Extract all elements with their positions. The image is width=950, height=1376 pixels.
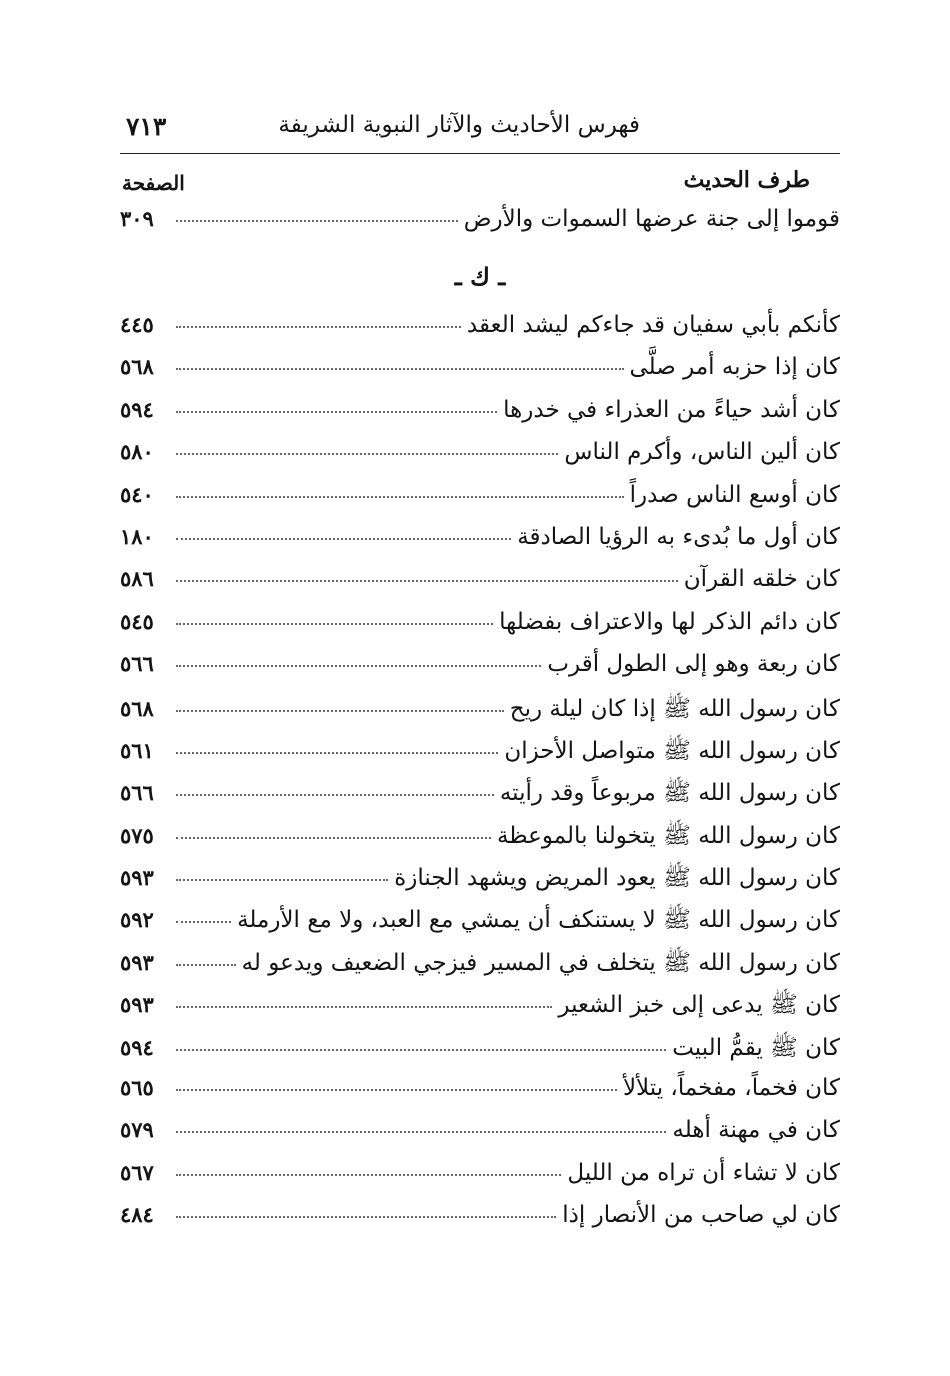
entry-text: كان رسول الله ﷺ لا يستنكف أن يمشي مع العبد، ولا مع الأرملة	[237, 907, 840, 934]
entry-page-number: ٤٤٥	[120, 312, 154, 337]
dot-leader	[176, 1089, 617, 1091]
index-entry	[120, 206, 840, 248]
index-entry	[120, 778, 840, 820]
index-entry	[120, 905, 840, 947]
entry-text: كان دائم الذكر لها والاعتراف بفضلها	[499, 608, 840, 635]
dot-leader	[176, 752, 498, 754]
dot-leader	[176, 326, 461, 328]
dot-leader	[176, 964, 236, 966]
dot-leader	[176, 1216, 556, 1218]
dot-leader	[176, 921, 231, 923]
entry-page-number: ٥٦٨	[120, 695, 154, 721]
dot-leader	[176, 453, 558, 455]
entry-text: كان لي صاحب من الأنصار إذا	[562, 1202, 840, 1229]
header-rule	[120, 153, 840, 154]
entry-text: كان إذا حزبه أمر صلَّى	[629, 354, 840, 381]
entry-text: كان رسول الله ﷺ إذا كان ليلة ريح	[509, 695, 840, 722]
entry-page-number: ٥٨٦	[120, 566, 154, 592]
page-number: ٧١٣	[126, 112, 167, 141]
column-header-page: الصفحة	[122, 171, 185, 195]
dot-leader	[176, 496, 624, 498]
index-entry	[120, 736, 840, 778]
entry-page-number: ٥٦١	[120, 737, 154, 763]
index-entry	[120, 863, 840, 905]
entry-text: قوموا إلى جنة عرضها السموات والأرض	[463, 206, 840, 232]
index-entry	[120, 566, 840, 608]
dot-leader	[176, 580, 678, 582]
entry-page-number: ٥٦٥	[120, 1075, 154, 1101]
entry-page-number: ٥٩٤	[120, 1034, 154, 1060]
entry-text: كان ربعة وهو إلى الطول أقرب	[547, 651, 840, 678]
dot-leader	[176, 1006, 552, 1008]
entry-text: كان رسول الله ﷺ متواصل الأحزان	[504, 737, 840, 764]
column-headers	[120, 165, 840, 201]
index-entry	[120, 1033, 840, 1075]
section-letter-heading: ـ ك ـ	[454, 262, 506, 291]
entry-text: كان لا تشاء أن تراه من الليل	[567, 1159, 840, 1186]
entry-page-number: ٥٦٦	[120, 651, 154, 677]
dot-leader	[176, 1049, 666, 1051]
entry-page-number: ٥٦٨	[120, 354, 154, 380]
index-entry	[120, 1075, 840, 1117]
dot-leader	[176, 837, 491, 839]
entry-text: كأنكم بأبي سفيان قد جاءكم ليشد العقد	[466, 312, 840, 338]
entry-text: كان أول ما بُدىء به الرؤيا الصادقة	[517, 523, 840, 550]
entry-page-number: ١٨٠	[120, 523, 154, 549]
column-header-hadith: طرف الحديث	[683, 167, 810, 193]
index-entry	[120, 694, 840, 736]
entry-page-number: ٥٤٥	[120, 608, 154, 634]
entry-page-number: ٥٩٣	[120, 865, 154, 891]
index-entry	[120, 482, 840, 524]
entry-page-number: ٥٧٥	[120, 822, 154, 848]
entry-page-number: ٥٩٤	[120, 396, 154, 422]
entry-text: كان رسول الله ﷺ مربوعاً وقد رأيته	[499, 780, 840, 807]
entry-page-number: ٥٩٢	[120, 907, 154, 933]
dot-leader	[176, 794, 494, 796]
dot-leader	[176, 538, 511, 540]
entry-text: كان ﷺ يقمُّ البيت	[672, 1034, 840, 1061]
entry-text: كان رسول الله ﷺ يتخلف في المسير فيزجي الضعيف ويدعو له	[241, 949, 840, 976]
entry-text: كان فخماً، مفخماً، يتلألأ	[622, 1075, 840, 1102]
entry-page-number: ٥٧٩	[120, 1117, 154, 1143]
entry-page-number: ٣٠٩	[120, 206, 154, 231]
dot-leader	[176, 368, 624, 370]
entry-text: كان أشد حياءً من العذراء في خدرها	[503, 396, 840, 423]
entry-page-number: ٥٦٦	[120, 780, 154, 806]
running-head	[120, 108, 840, 148]
index-entry	[120, 354, 840, 396]
index-entry	[120, 1117, 840, 1159]
entry-page-number: ٥٩٣	[120, 949, 154, 975]
entry-text: كان رسول الله ﷺ يعود المريض ويشهد الجنازة	[394, 865, 840, 892]
index-entry	[120, 821, 840, 863]
dot-leader	[176, 220, 458, 222]
dot-leader	[176, 710, 504, 712]
entry-text: كان ﷺ يدعى إلى خبز الشعير	[558, 992, 840, 1019]
entry-page-number: ٥٨٠	[120, 439, 154, 465]
index-entry	[120, 524, 840, 566]
dot-leader	[176, 665, 541, 667]
entry-text: كان في مهنة أهله	[672, 1117, 840, 1144]
index-entry	[120, 948, 840, 990]
dot-leader	[176, 411, 497, 413]
index-entry	[120, 397, 840, 439]
entry-page-number: ٥٦٧	[120, 1159, 154, 1185]
entry-text: كان أوسع الناس صدراً	[629, 481, 840, 508]
entry-text: كان رسول الله ﷺ يتخولنا بالموعظة	[496, 822, 840, 849]
index-entry	[120, 439, 840, 481]
index-entry	[120, 609, 840, 651]
index-entry	[120, 990, 840, 1032]
index-entry	[120, 312, 840, 354]
index-entry	[120, 651, 840, 693]
pre-section-entries	[120, 206, 840, 248]
index-entry	[120, 1160, 840, 1202]
entry-text: كان خلقه القرآن	[683, 566, 840, 593]
entry-page-number: ٤٨٤	[120, 1202, 154, 1228]
entry-text: كان ألين الناس، وأكرم الناس	[564, 439, 840, 466]
entry-page-number: ٥٤٠	[120, 481, 154, 507]
running-title: فهرس الأحاديث والآثار النبوية الشريفة	[278, 112, 640, 138]
dot-leader	[176, 623, 493, 625]
index-entry	[120, 1202, 840, 1244]
entry-page-number: ٥٩٣	[120, 992, 154, 1018]
dot-leader	[176, 879, 388, 881]
index-entries	[120, 312, 840, 1245]
dot-leader	[176, 1131, 666, 1133]
dot-leader	[176, 1174, 561, 1176]
